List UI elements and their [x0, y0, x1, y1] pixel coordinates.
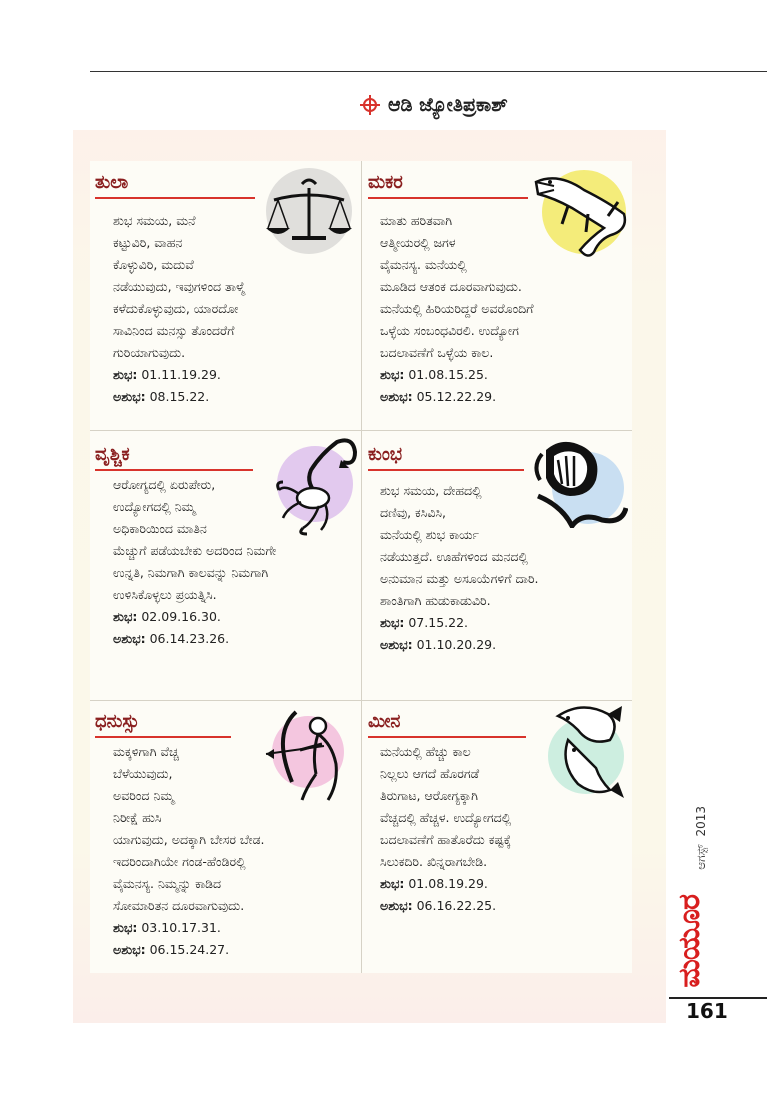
- aquarius-water-pot-icon: [532, 436, 628, 528]
- text-line: ಇದರಿಂದಾಗಿಯೇ ಗಂಡ-ಹೆಂಡಿರಲ್ಲಿ: [113, 854, 246, 869]
- auspicious-value: 01.08.15.25.: [408, 367, 488, 382]
- text-line: ವೈಮನಸ್ಯ. ಮನೆಯಲ್ಲಿ: [380, 257, 467, 272]
- text-line: ಉದ್ಯೋಗದಲ್ಲಿ ನಿಮ್ಮ: [113, 499, 196, 514]
- sign-text: [380, 480, 539, 656]
- sign-title: ಮಕರ: [368, 172, 403, 193]
- column-header: [360, 94, 508, 116]
- text-line: ಅಧಿಕಾರಿಯಿಂದ ಮಾತಿನ: [113, 521, 207, 536]
- inauspicious-dates: [380, 634, 539, 656]
- title-underline: [95, 469, 253, 471]
- title-underline: [368, 736, 526, 738]
- text-line: ಕೊಳ್ಳುವಿರಿ, ಮದುವೆ: [113, 257, 194, 272]
- text-line: ಬದಲಾವಣೆಗೆ ಹಾತೊರೆದು ಕಷ್ಟಕ್ಕೆ: [380, 832, 512, 847]
- auspicious-label: ಶುಭ:: [380, 876, 405, 891]
- text-line: ಶಾಂತಿಗಾಗಿ ಹುಡುಕಾಡುವಿರಿ.: [380, 593, 491, 608]
- scorpio-scorpion-icon: [275, 432, 361, 536]
- text-line: ಒಳ್ಳೆಯ ಸಂಬಂಧವಿರಲಿ. ಉದ್ಯೋಗ: [380, 323, 519, 338]
- issue-year: 2013: [694, 806, 708, 837]
- inauspicious-value: 05.12.22.29.: [416, 389, 497, 404]
- sign-title: ತುಲಾ: [95, 172, 129, 193]
- text-line: ಮೂಡಿದ ಆತಂಕ ದೂರವಾಗುವುದು.: [380, 279, 522, 294]
- magazine-logo: ಮಯೂರ: [672, 895, 707, 988]
- text-line: ನಿಲ್ಲಲು ಆಗದೆ ಹೊರಗಡೆ: [380, 766, 480, 781]
- page-number: 161: [686, 999, 728, 1023]
- crosshair-icon: [360, 95, 380, 115]
- inauspicious-dates: [380, 386, 533, 408]
- auspicious-label: ಶುಭ:: [380, 615, 405, 630]
- text-line: ವೆಚ್ಚದಲ್ಲಿ ಹೆಚ್ಚಳ. ಉದ್ಯೋಗದಲ್ಲಿ: [380, 810, 512, 825]
- inauspicious-dates: [113, 628, 276, 650]
- inauspicious-dates: [113, 939, 265, 961]
- inauspicious-label: ಅಶುಭ:: [380, 637, 413, 652]
- auspicious-dates: [113, 917, 265, 939]
- sign-title: ಮೀನ: [368, 711, 401, 732]
- grid-divider-1: [90, 430, 632, 431]
- text-line: ಮನೆಯಲ್ಲಿ ಶುಭ ಕಾರ್ಯ: [380, 527, 479, 542]
- text-line: ವೈಮನಸ್ಯ. ನಿಮ್ಮನ್ನು ಕಾಡಿದ: [113, 876, 222, 891]
- auspicious-value: 02.09.16.30.: [141, 609, 221, 624]
- auspicious-label: ಶುಭ:: [113, 367, 138, 382]
- title-underline: [95, 736, 231, 738]
- inauspicious-dates: [113, 386, 245, 408]
- auspicious-dates: [380, 364, 533, 386]
- title-underline: [95, 197, 255, 199]
- text-line: ಬದಲಾವಣೆಗೆ ಒಳ್ಳೆಯ ಕಾಲ.: [380, 345, 494, 360]
- inauspicious-value: 06.14.23.26.: [149, 631, 230, 646]
- auspicious-value: 01.11.19.29.: [141, 367, 221, 382]
- top-rule: [90, 71, 767, 72]
- sign-text: [113, 474, 276, 650]
- auspicious-dates: [380, 612, 539, 634]
- text-line: ಉಳಿಸಿಕೊಳ್ಳಲು ಪ್ರಯತ್ನಿಸಿ.: [113, 587, 217, 602]
- text-line: ದಣಿವು, ಕಸಿವಿಸಿ,: [380, 505, 446, 520]
- capricorn-crocodile-icon: [528, 168, 634, 260]
- sign-title: ವೃಶ್ಚಿಕ: [95, 444, 130, 465]
- text-line: ಗುರಿಯಾಗುವುದು.: [113, 345, 186, 360]
- text-line: ಶುಭ ಸಮಯ, ದೇಹದಲ್ಲಿ: [380, 483, 482, 498]
- issue-date: [694, 806, 708, 870]
- title-underline: [368, 469, 524, 471]
- inauspicious-value: 01.10.20.29.: [416, 637, 497, 652]
- text-line: ಆರೋಗ್ಯದಲ್ಲಿ ಏರುಪೇರು,: [113, 477, 216, 492]
- inauspicious-label: ಅಶುಭ:: [113, 942, 146, 957]
- text-line: ಕಟ್ಟುವಿರಿ, ವಾಹನ: [113, 235, 183, 250]
- sign-text: [380, 210, 533, 408]
- text-line: ಬೆಳೆಯುವುದು,: [113, 766, 173, 781]
- inauspicious-label: ಅಶುಭ:: [380, 389, 413, 404]
- text-line: ನಿರೀಕ್ಷೆ ಹುಸಿ: [113, 810, 162, 825]
- auspicious-label: ಶುಭ:: [380, 367, 405, 382]
- title-underline: [368, 197, 528, 199]
- sign-title: ಕುಂಭ: [368, 444, 403, 465]
- auspicious-value: 07.15.22.: [408, 615, 468, 630]
- text-line: ಕಳೆದುಕೊಳ್ಳುವುದು, ಯಾರದೋ: [113, 301, 239, 316]
- issue-month: ಆಗಸ್ಟ್: [694, 844, 708, 870]
- auspicious-label: ಶುಭ:: [113, 609, 138, 624]
- text-line: ತಿರುಗಾಟ, ಆರೋಗ್ಯಕ್ಕಾಗಿ: [380, 788, 478, 803]
- text-line: ನಡೆಯುತ್ತದೆ. ಊಹೆಗಳಿಂದ ಮನದಲ್ಲಿ: [380, 549, 528, 564]
- text-line: ಮೆಚ್ಚುಗೆ ಪಡೆಯಬೇಕು ಅದರಿಂದ ನಿಮಗೇ: [113, 543, 277, 558]
- sign-text: [113, 741, 265, 961]
- grid-vertical-divider: [361, 161, 362, 973]
- text-line: ಸಾವಿನಿಂದ ಮನಸ್ಸು ತೊಂದರೆಗೆ: [113, 323, 235, 338]
- inauspicious-value: 06.16.22.25.: [416, 898, 497, 913]
- text-line: ಉನ್ನತಿ, ನಿಮಗಾಗಿ ಕಾಲವನ್ನು ನಿಮಗಾಗಿ: [113, 565, 269, 580]
- text-line: ಅವರಿಂದ ನಿಮ್ಮ: [113, 788, 174, 803]
- auspicious-dates: [113, 606, 276, 628]
- inauspicious-label: ಅಶುಭ:: [380, 898, 413, 913]
- text-line: ಆತ್ಮೀಯರಲ್ಲಿ ಜಗಳ: [380, 235, 456, 250]
- inauspicious-value: 06.15.24.27.: [149, 942, 230, 957]
- inauspicious-label: ಅಶುಭ:: [113, 631, 146, 646]
- text-line: ಶುಭ ಸಮಯ, ಮನೆ: [113, 213, 196, 228]
- sign-text: [380, 741, 511, 917]
- auspicious-dates: [113, 364, 245, 386]
- text-line: ಸಿಲುಕದಿರಿ. ಖಿನ್ನರಾಗಬೇಡಿ.: [380, 854, 488, 869]
- sign-title: ಧನುಸ್ಸು: [95, 711, 140, 732]
- auspicious-dates: [380, 873, 511, 895]
- text-line: ನಡೆಯುವುದು, ಇವುಗಳಿಂದ ತಾಳ್ಮೆ: [113, 279, 246, 294]
- inauspicious-value: 08.15.22.: [149, 389, 210, 404]
- auspicious-label: ಶುಭ:: [113, 920, 138, 935]
- text-line: ಅನುಮಾನ ಮತ್ತು ಅಸೂಯೆಗಳಿಗೆ ದಾರಿ.: [380, 571, 539, 586]
- libra-scales-icon: [262, 166, 356, 256]
- sagittarius-archer-icon: [262, 704, 362, 804]
- text-line: ಮನೆಯಲ್ಲಿ ಹಿರಿಯರಿದ್ದರೆ ಅವರೊಂದಿಗೆ: [380, 301, 534, 316]
- text-line: ಯಾಗುವುದು, ಅದಕ್ಕಾಗಿ ಬೇಸರ ಬೇಡ.: [113, 832, 265, 847]
- inauspicious-label: ಅಶುಭ:: [113, 389, 146, 404]
- text-line: ಮನೆಯಲ್ಲಿ ಹೆಚ್ಚು ಕಾಲ: [380, 744, 471, 759]
- inauspicious-dates: [380, 895, 511, 917]
- column-title: ಆಡಿ ಜ್ಯೋತಿಪ್ರಕಾಶ್: [388, 94, 508, 116]
- auspicious-value: 01.08.19.29.: [408, 876, 488, 891]
- text-line: ಮಾತು ಹರಿತವಾಗಿ: [380, 213, 453, 228]
- pisces-fish-icon: [538, 700, 630, 804]
- text-line: ಮಕ್ಕಳಿಗಾಗಿ ವೆಚ್ಚ: [113, 744, 179, 759]
- auspicious-value: 03.10.17.31.: [141, 920, 221, 935]
- text-line: ಸೋಮಾರಿತನ ದೂರವಾಗುವುದು.: [113, 898, 245, 913]
- sign-text: [113, 210, 245, 408]
